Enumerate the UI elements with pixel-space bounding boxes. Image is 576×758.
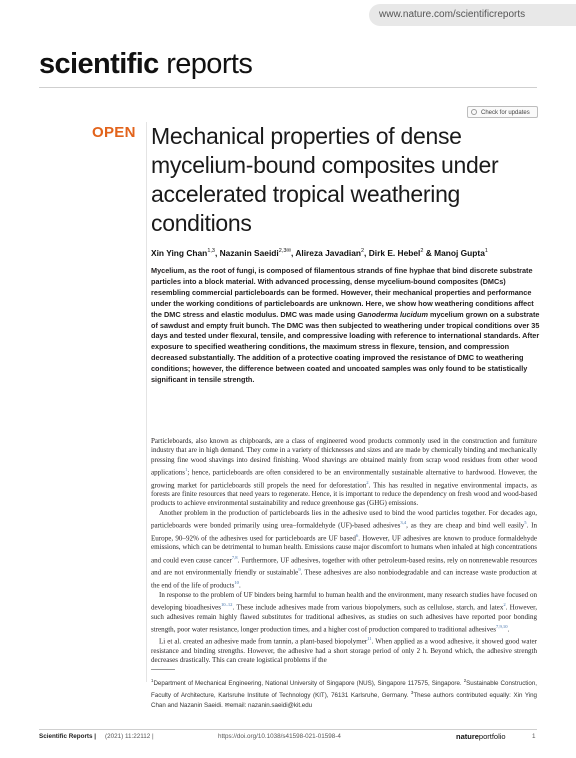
author-separator: , (291, 247, 296, 258)
author-name[interactable]: Dirk E. Hebel (368, 247, 421, 258)
body-paragraph (151, 591, 537, 635)
body-text: In response to the problem of UF binders being harmful to human health and the environment, many research studies have focused on developing bioadhesives (151, 590, 537, 612)
citation-ref[interactable]: 5 (524, 520, 527, 526)
body-paragraph (151, 437, 537, 509)
affiliation-text: Department of Mechanical Engineering, National University of Singapore (NUS), Singapore 117575, Singapore. (153, 680, 464, 688)
affiliation-divider (151, 669, 175, 670)
affiliation-marker: 3 (410, 690, 414, 696)
body-paragraph (151, 509, 537, 591)
brand-bold: scientific (39, 48, 159, 80)
affiliation-text: These authors contributed equally: Xin Ying Chan and Nazanin Saeidi. (151, 692, 537, 709)
header-divider (39, 87, 537, 88)
body-text: . These adhesives are also nonbiodegradable and can increase waste production at the end of the life of products (151, 568, 537, 590)
body-text: . These include adhesives made from various biopolymers, such as cellulose, starch, and latex (232, 603, 504, 612)
citation-ref[interactable]: 3,4 (400, 520, 407, 526)
article-title: Mechanical properties of dense mycelium-bound composites under accelerated tropical weathering conditions (151, 123, 499, 236)
doi-link[interactable]: https://doi.org/10.1038/s41598-021-01598-4 (218, 733, 341, 740)
citation-ref[interactable]: 7,9,10 (496, 623, 508, 629)
body-paragraph (151, 634, 537, 665)
page-number: 1 (532, 733, 536, 740)
affiliations (151, 676, 537, 710)
body-text: . Furthermore, UF adhesives, together with other petroleum-based resins, rely on nonrenewable resources and are not environmentally friendly or sustainable (151, 555, 537, 577)
citation-ref[interactable]: 7,8 (231, 554, 238, 560)
title-divider (146, 122, 147, 682)
citation-ref[interactable]: 2 (503, 601, 506, 607)
author-separator: , (214, 247, 220, 258)
abstract (151, 266, 543, 386)
abstract-text: Mycelium, as the root of fungi, is composed of filamentous strands of fine hyphae that bind discrete substrate particles into a block material. With advanced processing, dense mycelium-bound composites (DMCs) resembling commercial particleboards can be formed. However, their mechanical properties and performance under the working conditions of particleboards are unknown. Here, we show how weathering conditions affect the DMC stress and elastic modulus. DMC was made using (151, 266, 534, 319)
body-text: . When applied as a wood adhesive, it showed good water resistance and binding strengths. However, the adhesive had a short storage period of only 2 h. Beyond which, the adhesive strength decreases drastically. This can create logistical problems if the (151, 637, 537, 665)
journal-logo[interactable] (39, 48, 252, 81)
corresponding-email[interactable]: email: nazanin.saeidi@kit.edu (229, 701, 313, 709)
publisher-bold: nature (456, 732, 479, 741)
body-text: . (507, 625, 510, 634)
footer-citation: (2021) 11:22112 | (105, 733, 154, 740)
body-text: . This has resulted in negative environmental impacts, as forests are finite resources that need years to regenerate. Hence, it is important to reduce the dependency on fresh wood and wood-based products to achieve environmental sustainability and reduce greenhouse gas (GHG) emissions. (151, 480, 537, 508)
citation-ref[interactable]: 11 (367, 636, 372, 642)
author-name[interactable]: Nazanin Saeidi (219, 247, 279, 258)
citation-ref[interactable]: 6 (355, 532, 359, 538)
publisher-logo (456, 732, 506, 741)
body-text: ; hence, particleboards are often considered to be an environmentally sustainable alternative to hardwood. However, the growing market for particleboards still propels the need for deforestation (151, 468, 537, 489)
body-text: Another problem in the production of particleboards lies in the adhesive used to bind the wood particles together. For decades ago, particleboards were bonded primarily using urea–formaldehyde (UF)-based adhesives (151, 508, 537, 530)
abstract-text: mycelium grown on a substrate of sawdust and empty fruit bunch. The DMC was then subjected to weathering under tropical conditions over 35 days and tested under flexural, tensile, and compressive loading with reference to international standards. After exposure to specified weathering conditions, the maximum stress in flexure, tension, and compression decreased substantially. The addition of a protective coating improved the resistance of DMC to weathering conditions; however, the difference between coated and uncoated samples was only found to be statistically significant in tensile strength. (151, 309, 540, 385)
author-separator: , (364, 247, 369, 258)
body-text: Li et al. created an adhesive made from tannin, a plant-based biopolymer (159, 637, 368, 646)
citation-ref[interactable]: 10–12 (220, 601, 233, 607)
affiliation-text: Sustainable Construction, Faculty of Architecture, Karlsruhe Institute of Technology (KIT), 76131 Karlsruhe, Germany. (151, 680, 537, 700)
open-access-badge: OPEN (92, 124, 136, 141)
citation-ref[interactable]: 2 (366, 479, 369, 485)
brand-light: reports (166, 48, 253, 80)
body-text: . (238, 581, 241, 590)
body-text: . In Europe, 90–92% of the adhesives used for particleboards are UF based (151, 521, 537, 543)
citation-ref[interactable]: 1 (185, 466, 188, 472)
affiliation-marker: 1 (151, 678, 154, 683)
affiliation-marker: 2 (463, 678, 467, 683)
body-text: Particleboards, also known as chipboards, are a class of engineered wood products commonly used in the construction and furniture industry that are in high demand. They come in a variety of thicknesses and sizes and are made by chemically binding and mechanically pressing fine wood shavings into desired finishing. Wood shavings are obtained mainly from scrap wood residues from other wood applications (151, 437, 537, 477)
author-affiliation: 2 (420, 248, 424, 254)
author-name[interactable]: Alireza Javadian (295, 247, 361, 258)
citation-ref[interactable]: 9 (298, 567, 301, 573)
page-footer (39, 733, 537, 745)
check-for-updates-button[interactable] (467, 106, 538, 118)
body-text: , as they are cheap and bind well easily (406, 521, 525, 530)
author-affiliation: 1 (484, 248, 488, 254)
publisher-light: portfolio (478, 732, 506, 741)
update-icon (471, 109, 477, 115)
author-affiliation: 1,3 (207, 248, 215, 254)
author-affiliation: 2 (360, 248, 365, 254)
email-icon: ✉ (224, 701, 230, 709)
footer-journal: Scientific Reports | (39, 733, 97, 740)
footer-divider (39, 729, 537, 730)
author-name[interactable]: Manoj Gupta (434, 247, 485, 258)
journal-url[interactable]: www.nature.com/scientificreports (369, 4, 576, 26)
author-list (151, 245, 546, 259)
species-name: Ganoderma lucidum (357, 309, 428, 319)
author-name[interactable]: Xin Ying Chan (151, 247, 208, 258)
body-text: . However, such adhesives remain highly flawed substitutes for traditional adhesives, as studies on such adhesives have reported poor bonding strength, poor water resistance, longer production times, and a higher cost of production compared to traditional adhesives (151, 603, 537, 634)
body-text: . However, UF adhesives are known to produce formaldehyde emissions, which can be detrimental to human health. Emissions cause major discomfort to humans when inhaled at high concentrations and could even cause cancer (151, 534, 537, 564)
citation-ref[interactable]: 10 (234, 579, 239, 585)
top-bar (0, 0, 576, 29)
author-separator: & (423, 247, 435, 258)
article-body (151, 437, 537, 666)
author-affiliation: 2,3✉ (278, 248, 291, 254)
check-for-updates-label: Check for updates (481, 110, 530, 116)
